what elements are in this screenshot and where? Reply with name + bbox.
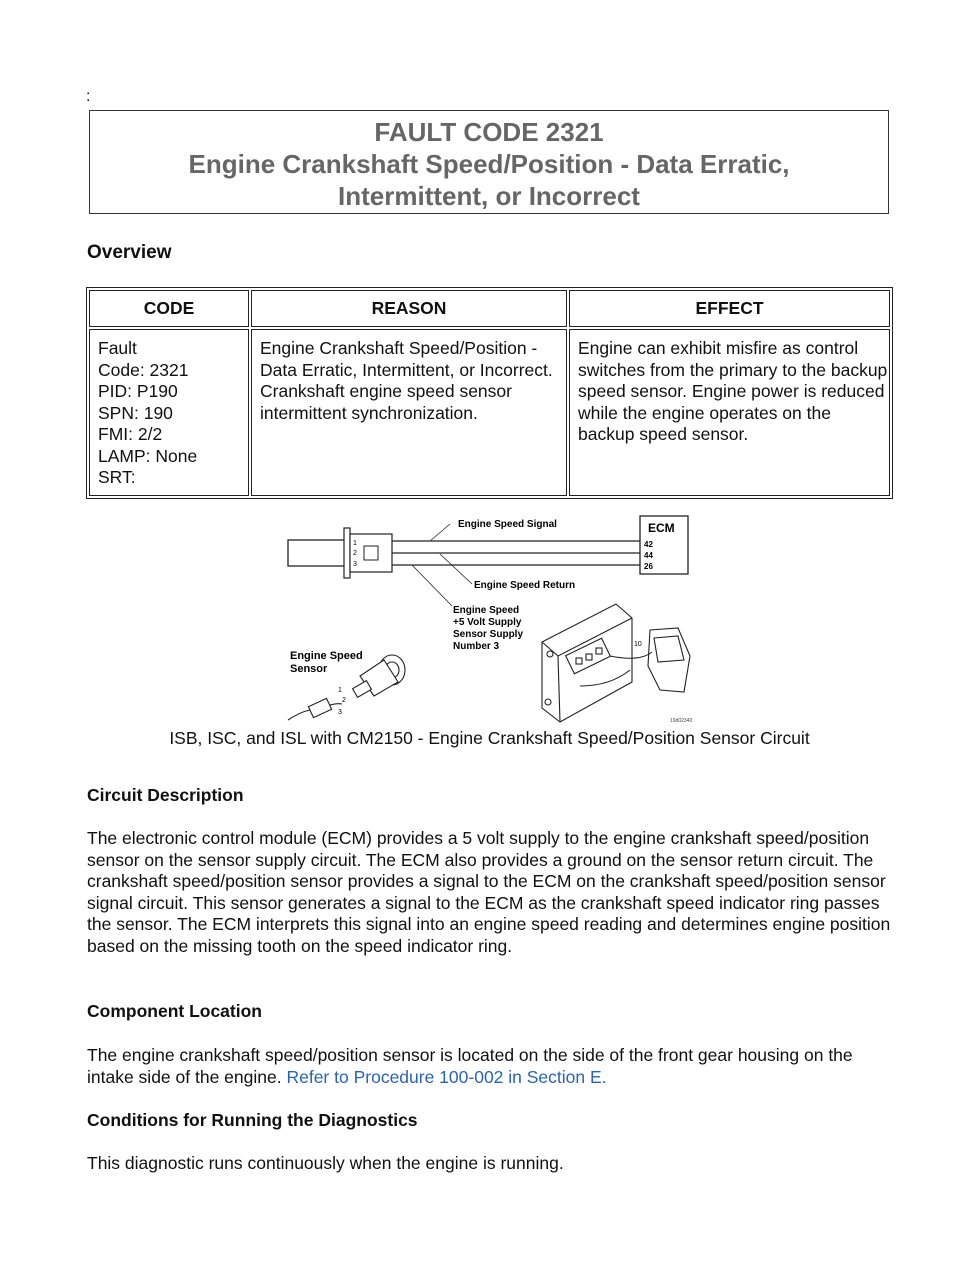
label-supply-line: +5 Volt Supply [453, 617, 522, 628]
fault-description-line1: Engine Crankshaft Speed/Position - Data Erratic, [188, 149, 790, 179]
ecm-connector-pin-label: 10 [634, 641, 642, 648]
code-line: SRT: [98, 467, 136, 487]
sensor-circuit-diagram [280, 506, 700, 728]
header-reason: REASON [251, 290, 567, 327]
sensor-pin-label: 2 [342, 697, 346, 704]
label-supply-line: Engine Speed [453, 605, 520, 616]
label-supply-line: Sensor Supply [453, 629, 524, 640]
table-row [89, 329, 890, 496]
header-effect: EFFECT [569, 290, 890, 327]
connector-pin-label: 1 [353, 540, 357, 547]
effect-cell: Engine can exhibit misfire as control switches from the primary to the backup speed sensor. Engine power is reduced while the engine operates on the backup speed sensor. [569, 329, 890, 496]
component-location-body: The engine crankshaft speed/position sensor is located on the side of the front gear housing on the intake side of the engine. [87, 1045, 853, 1087]
code-line: LAMP: None [98, 445, 198, 466]
component-location-heading: Component Location [87, 1001, 262, 1021]
circuit-description-text: The electronic control module (ECM) provides a 5 volt supply to the engine crankshaft speed/position sensor on the sensor supply circuit. The ECM also provides a ground on the sensor return circuit. The crankshaft speed/position sensor provides a signal to the ECM on the crankshaft speed/position sensor signal circuit. This sensor generates a signal to the ECM as the crankshaft speed indicator ring passes the sensor. The ECM interprets this signal into an engine speed reading and determines engine position based on the missing tooth on the speed indicator ring. [87, 828, 891, 956]
header-code: CODE [89, 290, 249, 327]
ecm-pin-label: 44 [644, 551, 653, 560]
overview-heading: Overview [87, 242, 172, 263]
figure-caption: ISB, ISC, and ISL with CM2150 - Engine Crankshaft Speed/Position Sensor Circuit [169, 728, 810, 748]
label-engine-speed-return: Engine Speed Return [474, 580, 576, 591]
fault-title-box [89, 110, 889, 214]
fault-code-title: FAULT CODE 2321 [374, 117, 604, 147]
sensor-pin-label: 1 [338, 687, 342, 694]
procedure-reference-link[interactable]: Refer to Procedure 100-002 in Section E. [286, 1066, 607, 1087]
sensor-pin-label: 3 [338, 709, 342, 716]
connector-pin-label: 3 [353, 561, 357, 568]
conditions-heading: Conditions for Running the Diagnostics [87, 1110, 418, 1130]
code-line: PID: P190 [98, 381, 178, 401]
code-line: Code: 2321 [98, 359, 189, 380]
ecm-pin-label: 26 [644, 562, 653, 571]
table-header-row [89, 290, 890, 327]
circuit-description-heading: Circuit Description [87, 785, 244, 805]
ecm-pin-label: 42 [644, 540, 653, 549]
connector-pin-label: 2 [353, 550, 357, 557]
label-supply-line: Number 3 [453, 641, 500, 652]
fault-table [86, 287, 893, 499]
label-engine-speed-sensor: Engine Speed [290, 650, 363, 662]
code-line: SPN: 190 [98, 402, 173, 423]
page-marker: : [86, 88, 91, 105]
ecm-module-drawing [542, 604, 693, 724]
code-line: FMI: 2/2 [98, 424, 163, 444]
label-engine-speed-sensor: Sensor [290, 663, 328, 675]
component-location-text [87, 1045, 892, 1088]
reason-cell: Engine Crankshaft Speed/Position - Data Erratic, Intermittent, or Incorrect. Crankshaft engine speed sensor intermittent synchronization. [251, 329, 567, 496]
code-line: Fault [98, 338, 137, 358]
label-engine-speed-signal: Engine Speed Signal [458, 519, 557, 530]
sensor-connector-shape [288, 540, 346, 566]
figure-reference-number: 19d02340 [670, 718, 693, 724]
ecm-label: ECM [648, 521, 675, 535]
fault-description-line2: Intermittent, or Incorrect [338, 181, 640, 211]
code-cell [89, 329, 249, 496]
conditions-text: This diagnostic runs continuously when the engine is running. [87, 1153, 564, 1173]
